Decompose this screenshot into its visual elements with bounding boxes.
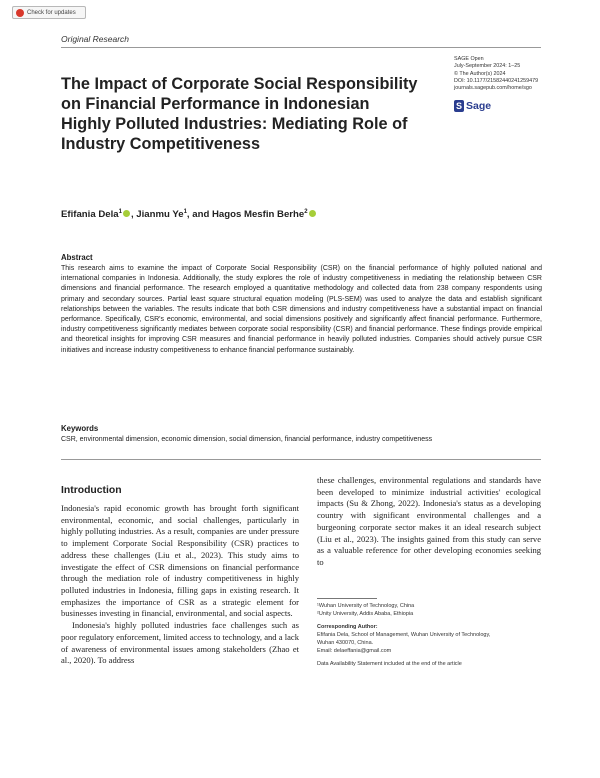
doi[interactable]: DOI: 10.1177/21582440241259479 bbox=[454, 77, 539, 84]
body-column-right: these challenges, environmental regulations and standards have been developed to minimize industrial activities' ecological impacts (Su & Zhong, 2022). Indonesia's status as a developing country with significant environmental challenges and a burgeoning corporate sector makes it an ideal research subject (Liu et al., 2023). The insights gained from this study can serve as a valuable reference for other developing economies seeking to bbox=[317, 475, 541, 568]
author-name: Hagos Mesfin Berhe bbox=[211, 209, 305, 221]
abstract-text: This research aims to examine the impact of Corporate Social Responsibility (CSR) on the financial performance of highly polluted national and international companies in Indonesia. Additionally, the study explores the role of industry competitiveness in mediating the relationship between CSR dimensions and financial performance. The research employed a quantitative methodology and collected data from 238 company respondents using primary and secondary sources. Partial least square structural equation modeling (PLS-SEM) was used to analyze the data and establish significant relationships between the variables. The results indicate that both CSR dimensions and industry competitiveness have a substantial impact on financial performance. Specifically, CSR's economic, environmental, and social dimensions positively and significantly affect financial performance. Furthermore, industry competitiveness significantly mediates between corporate social responsibility (CSR) and financial performance. These findings provide empirical and theoretical insights for improving CSR measures and financial performance in heavily polluted industries. Companies should actively pursue CSR initiatives and increase industry competitiveness to enhance financial performance sustainably. bbox=[61, 265, 542, 354]
article-title: The Impact of Corporate Social Responsibility on Financial Performance in Indonesian Highly Polluted Industries: Mediating Role of Industry Competitiveness bbox=[61, 75, 418, 153]
data-availability-statement: Data Availability Statement included at the end of the article bbox=[317, 661, 462, 667]
author-name: Efifania Dela bbox=[61, 209, 119, 221]
footnotes bbox=[317, 602, 542, 668]
corresponding-author-line: Wuhan 430070, China. bbox=[317, 640, 374, 646]
journal-url[interactable]: journals.sagepub.com/home/sgo bbox=[454, 85, 532, 92]
affiliation-1: ¹Wuhan University of Technology, China bbox=[317, 603, 415, 609]
author-list bbox=[61, 209, 317, 220]
affiliation-marker: 2 bbox=[304, 209, 308, 215]
affiliation-marker: 1 bbox=[183, 209, 187, 215]
journal-meta bbox=[454, 56, 574, 92]
check-for-updates-badge[interactable] bbox=[12, 6, 86, 19]
sage-logo-text: Sage bbox=[466, 100, 492, 112]
intro-paragraph: Indonesia's highly polluted industries face challenges such as poor regulatory enforcement, limited access to technology, and a lack of awareness of environmental issues among stakeholders (Zhao et al., 2020). To address bbox=[61, 620, 299, 666]
sage-s-icon: S bbox=[455, 101, 462, 111]
introduction-heading: Introduction bbox=[61, 485, 122, 496]
abstract-heading: Abstract bbox=[61, 253, 93, 262]
keywords-heading: Keywords bbox=[61, 424, 99, 433]
author-name: Jianmu Ye bbox=[136, 209, 184, 221]
corresponding-author-heading: Corresponding Author: bbox=[317, 624, 378, 630]
orcid-icon[interactable] bbox=[309, 210, 316, 217]
article-type: Original Research bbox=[61, 34, 130, 44]
corresponding-email[interactable]: Email: delaeffania@gmail.com bbox=[317, 648, 392, 654]
top-divider bbox=[61, 47, 541, 48]
footnote-divider bbox=[317, 598, 377, 599]
keywords-text: CSR, environmental dimension, economic dimension, social dimension, financial performance, industry competitiveness bbox=[61, 436, 433, 443]
intro-paragraph: Indonesia's rapid economic growth has brought forth significant environmental, economic, and social challenges, particularly in highly polluting industries. As a result, companies are under pressure to implement Corporate Social Responsibility (CSR) practices to address these challenges (Liu et al., 2023). This study aims to investigate the effect of CSR dimensions on financial performance through the mediation role of industry competitiveness in highly polluted industries in Indonesia, filling gaps in existing research. It emphasizes the importance of CSR as a strategic element for businesses investing in financial, environmental, and social aspects. bbox=[61, 503, 299, 619]
affiliation-marker: 1 bbox=[118, 209, 122, 215]
corresponding-author-line: Efifania Dela, School of Management, Wuhan University of Technology, bbox=[317, 632, 491, 638]
affiliation-2: ²Unity University, Addis Ababa, Ethiopia bbox=[317, 611, 414, 617]
journal-name: SAGE Open bbox=[454, 56, 484, 62]
author-separator: , and bbox=[186, 209, 212, 221]
orcid-icon[interactable] bbox=[123, 210, 130, 217]
author-separator: , bbox=[130, 209, 137, 221]
sage-logo bbox=[454, 100, 491, 112]
abstract-divider bbox=[61, 459, 541, 460]
updates-icon bbox=[16, 9, 24, 17]
copyright: © The Author(s) 2024 bbox=[454, 70, 506, 77]
journal-issue: July-September 2024: 1–25 bbox=[454, 63, 521, 70]
body-column-left bbox=[61, 503, 299, 667]
badge-label: Check for updates bbox=[27, 10, 76, 16]
